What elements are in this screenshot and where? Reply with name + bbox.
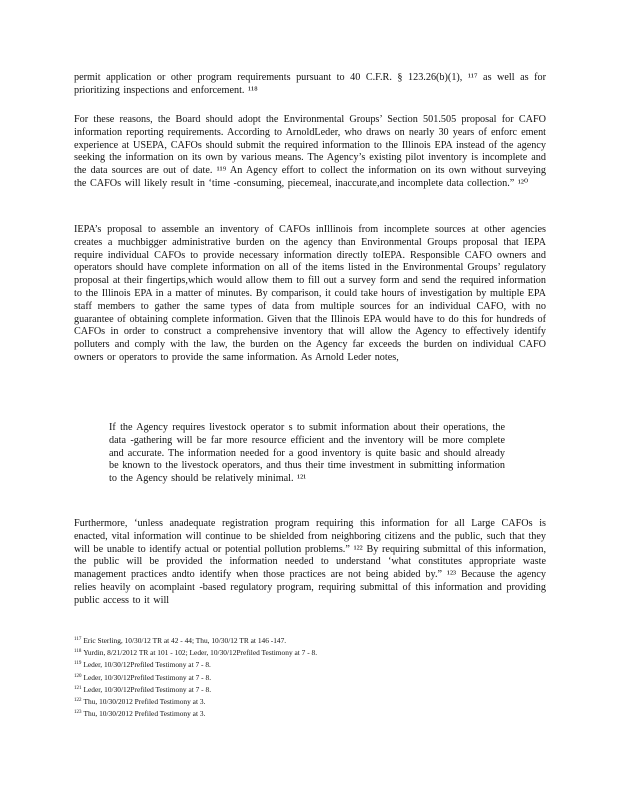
- footnote-number: 120: [74, 673, 82, 679]
- footnote-number: 118: [74, 649, 82, 655]
- paragraph-permit-application: permit application or other program requirements pursuant to 40 C.F.R. § 123.26(b)(1), ¹¹⁷ as well as for prioritizing inspections and enforcement. ¹¹⁸: [74, 72, 546, 96]
- footnote-text: Leder, 10/30/12Prefiled Testimony at 7 - 8.: [83, 684, 212, 694]
- footnote-text: Thu, 10/30/2012 Prefiled Testimony at 3.: [83, 709, 206, 719]
- footnote-118: [74, 646, 546, 658]
- footnote-number: 117: [74, 637, 82, 642]
- footnote-123: [74, 707, 546, 719]
- footnotes: [74, 634, 546, 719]
- footnote-120: [74, 671, 546, 683]
- paragraph-furthermore: Furthermore, ‘unless anadequate registration program requiring this information for all Large CAFOs is enacted, vital information will continue to be shielded from neighboring citizens and the public, such that they will be unable to identify actual or potential pollution problems.” ¹²² By requiring submittal of this information, the public will be provided the information needed to understand ‘what constitutes appropriate waste management practices andto identify when those practices are not being abided by.” ¹²³ Because the agency relies heavily on acomplaint -based regulatory program, requiring submittal of this information and providing public access to it will: [74, 518, 546, 606]
- footnote-number: 122: [74, 698, 82, 704]
- footnote-122: [74, 695, 546, 707]
- paragraph-board-should-adopt: For these reasons, the Board should adopt the Environmental Groups’ Section 501.505 proposal for CAFO information reporting requirements. According to ArnoldLeder, who draws on nearly 30 years of enforc ement experience at USEPA, CAFOs should submit the required information to the Illinois EPA instead of the agency seeking the information on its own by various means. The Agency’s existing pilot inventory is incomplete and the data sources are out of date. ¹¹⁹ An Agency effort to collect the information on its own without surveying the CAFOs will likely result in ‘time -consuming, piecemeal, inaccurate,and incomplete data collection.” ¹²⁰: [74, 114, 546, 189]
- footnote-text: Yurdin, 8/21/2012 TR at 101 - 102; Leder, 10/30/12Prefiled Testimony at 7 - 8.: [83, 648, 318, 658]
- footnote-text: Eric Sterling, 10/30/12 TR at 42 - 44; Thu, 10/30/12 TR at 146 -147.: [83, 636, 287, 645]
- footnote-121: [74, 683, 546, 695]
- block-quote-leder: If the Agency requires livestock operator s to submit information about their operations, the data -gathering will be far more resource efficient and the inventory will be more complete and accurate. The information needed for a good inventory is quite basic and should already be known to the livestock operators, and thus their time investment in submitting information to the Agency should be relatively minimal. ¹²¹: [109, 422, 505, 485]
- footnote-number: 123: [74, 710, 82, 716]
- footnote-text: Leder, 10/30/12Prefiled Testimony at 7 - 8.: [83, 660, 211, 670]
- footnote-text: Thu, 10/30/2012 Prefiled Testimony at 3.: [83, 697, 206, 707]
- footnote-119: [74, 658, 546, 670]
- paragraph-iepa-proposal: IEPA’s proposal to assemble an inventory of CAFOs inIllinois from incomplete sources at other agencies creates a muchbigger administrative burden on the agency than Environmental Groups proposal that IEPA require individual CAFOs to provide necessary information directly toIEPA. Responsible CAFO owners and operators should have complete information on all of the items listed in the Environmental Groups’ regulatory proposal at their fingertips,which would allow them to fill out a survey form and send the required information to the Illinois EPA in a matter of minutes. By comparison, it could take hours of investigation by multiple EPA staff members to gather the same types of data from multiple sources for an individual CAFO, with no guarantee of obtaining complete information. Given that the Illinois EPA would have to do this for hundreds of CAFOs in order to construct a comprehensive inventory that will allow the Agency to effectively identify polluters and comply with the law, the burden on the Agency far exceeds the burden on individual CAFO owners or operators to provide the same information. As Arnold Leder notes,: [74, 224, 546, 363]
- footnote-number: 119: [74, 661, 82, 667]
- footnote-text: Leder, 10/30/12Prefiled Testimony at 7 - 8.: [83, 672, 212, 682]
- footnote-117: [74, 634, 546, 646]
- footnote-number: 121: [74, 685, 82, 691]
